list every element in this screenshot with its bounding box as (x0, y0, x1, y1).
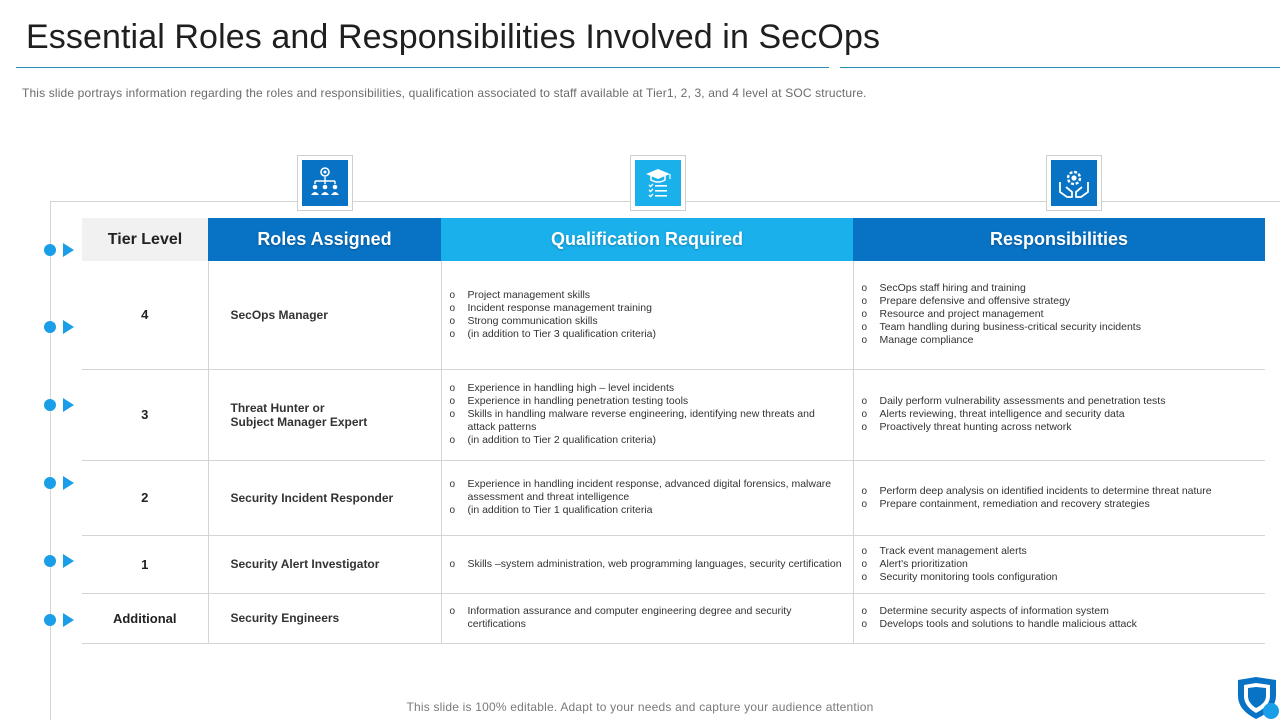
header-roles-assigned: Roles Assigned (208, 218, 441, 261)
list-item: o Daily perform vulnerability assessments and penetration tests (862, 395, 1258, 408)
list-item: o Strong communication skills (450, 315, 845, 328)
table-row (82, 369, 1265, 460)
list-item: o Manage compliance (862, 334, 1258, 347)
row-marker (44, 243, 76, 257)
tier-cell: 1 (82, 535, 208, 593)
qualification-cell (441, 460, 853, 535)
list-item: o Develops tools and solutions to handle malicious attack (862, 618, 1258, 631)
list-item: o Skills in handling malware reverse engineering, identifying new threats and attack patterns (450, 408, 845, 434)
header-tier-level: Tier Level (82, 218, 208, 261)
list-item: o Skills –system administration, web programming languages, security certification (450, 558, 845, 571)
table-row (82, 535, 1265, 593)
row-marker (44, 554, 76, 568)
row-marker (44, 476, 76, 490)
list-item: o (in addition to Tier 3 qualification criteria) (450, 328, 845, 341)
responsibilities-cell (853, 261, 1265, 369)
org-hierarchy-gear-icon (302, 160, 348, 206)
list-item: o Experience in handling penetration testing tools (450, 395, 845, 408)
list-item: o SecOps staff hiring and training (862, 282, 1258, 295)
tier-cell: Additional (82, 593, 208, 643)
list-item: o Prepare containment, remediation and recovery strategies (862, 498, 1258, 511)
list-item: o Perform deep analysis on identified incidents to determine threat nature (862, 485, 1258, 498)
list-item: o Track event management alerts (862, 545, 1258, 558)
responsibilities-cell (853, 460, 1265, 535)
list-item: o Experience in handling high – level incidents (450, 382, 845, 395)
roles-icon-box (297, 155, 353, 211)
role-cell: Security Engineers (208, 593, 441, 643)
tier-cell: 4 (82, 261, 208, 369)
table-header-row (82, 218, 1265, 261)
responsibilities-icon-box (1046, 155, 1102, 211)
qualification-cell (441, 593, 853, 643)
list-item: o Prepare defensive and offensive strategy (862, 295, 1258, 308)
tier-cell: 3 (82, 369, 208, 460)
title-divider-left (16, 67, 829, 68)
list-item: o Project management skills (450, 289, 845, 302)
graduation-cap-checklist-icon (635, 160, 681, 206)
tier-cell: 2 (82, 460, 208, 535)
list-item: o Alerts reviewing, threat intelligence and security data (862, 408, 1258, 421)
list-item: o Proactively threat hunting across network (862, 421, 1258, 434)
row-marker (44, 613, 76, 627)
row-marker (44, 398, 76, 412)
table-row (82, 261, 1265, 369)
list-item: o Information assurance and computer engineering degree and security certifications (450, 605, 845, 631)
responsibilities-cell (853, 369, 1265, 460)
header-qualification-required: Qualification Required (441, 218, 853, 261)
row-marker (44, 320, 76, 334)
hands-gear-icon (1051, 160, 1097, 206)
role-cell: Security Alert Investigator (208, 535, 441, 593)
list-item: o Experience in handling incident response, advanced digital forensics, malware assessment and threat intelligence (450, 478, 845, 504)
page-subtitle: This slide portrays information regarding the roles and responsibilities, qualification associated to staff available at Tier1, 2, 3, and 4 level at SOC structure. (22, 86, 867, 100)
qualification-icon-box (630, 155, 686, 211)
roles-table (82, 218, 1265, 644)
responsibilities-cell (853, 535, 1265, 593)
frame-left-line (50, 201, 51, 720)
page-title: Essential Roles and Responsibilities Involved in SecOps (26, 18, 881, 56)
role-cell: SecOps Manager (208, 261, 441, 369)
table-row (82, 593, 1265, 643)
list-item: o Security monitoring tools configuration (862, 571, 1258, 584)
table-row (82, 460, 1265, 535)
role-cell: Threat Hunter or Subject Manager Expert (208, 369, 441, 460)
responsibilities-cell (853, 593, 1265, 643)
qualification-cell (441, 535, 853, 593)
list-item: o (in addition to Tier 2 qualification criteria) (450, 434, 845, 447)
list-item: o Team handling during business-critical security incidents (862, 321, 1258, 334)
list-item: o Determine security aspects of information system (862, 605, 1258, 618)
qualification-cell (441, 369, 853, 460)
title-divider-right (840, 67, 1280, 68)
list-item: o Resource and project management (862, 308, 1258, 321)
header-responsibilities: Responsibilities (853, 218, 1265, 261)
footer-note: This slide is 100% editable. Adapt to your needs and capture your audience attention (406, 700, 874, 714)
role-cell: Security Incident Responder (208, 460, 441, 535)
list-item: o (in addition to Tier 1 qualification criteria (450, 504, 845, 517)
list-item: o Incident response management training (450, 302, 845, 315)
shield-logo-icon (1232, 676, 1280, 720)
qualification-cell (441, 261, 853, 369)
list-item: o Alert's prioritization (862, 558, 1258, 571)
